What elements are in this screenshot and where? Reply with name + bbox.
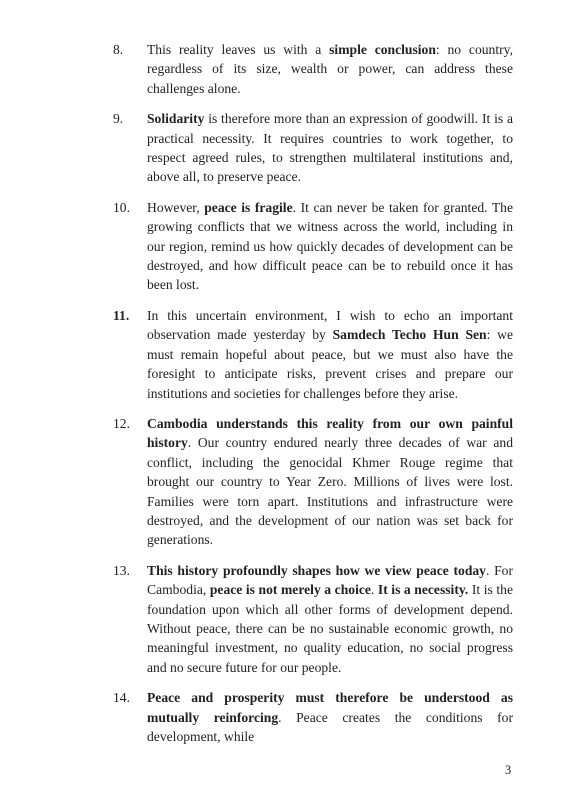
text-segment: . Our country endured nearly three decades of war and conflict, including the genocidal Khmer Rouge regime that brought our country to Year Zero. Millions of lives were lost. Families were torn apart. Institutions and infrastructure were destroyed, and the development of our nation was set back for generations. [147,435,513,548]
text-segment: . It can never be taken for granted. The growing conflicts that we witness across the world, including in our region, remind us how quickly decades of development can be destroyed, and how difficult peace can be to rebuild once it has been lost. [147,199,513,293]
text-segment: is therefore more than an expression of goodwill. It is a practical necessity. It requires countries to work together, to respect agreed rules, to strengthen multilateral institutions and, above all, to preserve peace. [147,111,513,185]
page-number: 3 [505,763,512,777]
bold-text-segment: It is a necessity. [377,582,469,598]
text-segment: This reality leaves us with a [147,42,330,57]
paragraph-list [113,40,513,757]
paragraph-text [147,111,513,184]
paragraph-number: 13. [113,562,130,578]
numbered-paragraph [113,688,513,746]
numbered-paragraph [113,109,513,187]
paragraph-text [147,42,513,96]
numbered-paragraph [113,306,513,403]
bold-text-segment: Peace and prosperity must therefore be understood as mutually reinforcing [147,690,513,725]
paragraph-text [147,563,513,675]
bold-text-segment: Solidarity [147,111,205,127]
text-segment: . Peace creates the conditions for development, while [147,709,513,744]
text-segment: . For Cambodia, [147,562,513,598]
paragraph-number: 9. [113,111,124,127]
paragraph-text [147,416,513,547]
text-segment: : no country, regardless of its size, wealth or power, can address these challenges alone. [147,42,513,96]
paragraph-number: 8. [113,42,124,57]
paragraph-number: 12. [113,415,130,431]
numbered-paragraph [113,561,513,677]
paragraph-number: 11. [113,307,130,323]
numbered-paragraph [113,198,513,295]
paragraph-text [147,690,513,744]
bold-text-segment: peace is fragile [204,199,293,215]
bold-text-segment: peace is not merely a choice [209,582,371,598]
text-segment: : we must remain hopeful about peace, but we must also have the foresight to anticipate risks, prevent crises and prepare our institutions and societies for challenges before they arise. [147,327,513,401]
paragraph-text [147,308,513,401]
bold-text-segment: Samdech Techo Hun Sen [332,327,487,343]
text-segment: In this uncertain environment, I wish to echo an important observation made yesterday by [147,307,513,343]
bold-text-segment: simple conclusion [329,42,436,57]
bold-text-segment: Cambodia understands this reality from our own painful history [147,415,513,451]
numbered-paragraph [113,414,513,550]
paragraph-text [147,200,513,293]
bold-text-segment: This history profoundly shapes how we view peace today [147,562,486,578]
text-segment: . [370,582,378,598]
text-segment: However, [147,199,205,215]
paragraph-number: 14. [113,690,130,706]
text-segment: It is the foundation upon which all other forms of development depend. Without peace, there can be no sustainable economic growth, no meaningful investment, no quality education, no social progress and no secure future for our people. [147,582,513,675]
paragraph-number: 10. [113,199,130,215]
numbered-paragraph [113,40,513,98]
